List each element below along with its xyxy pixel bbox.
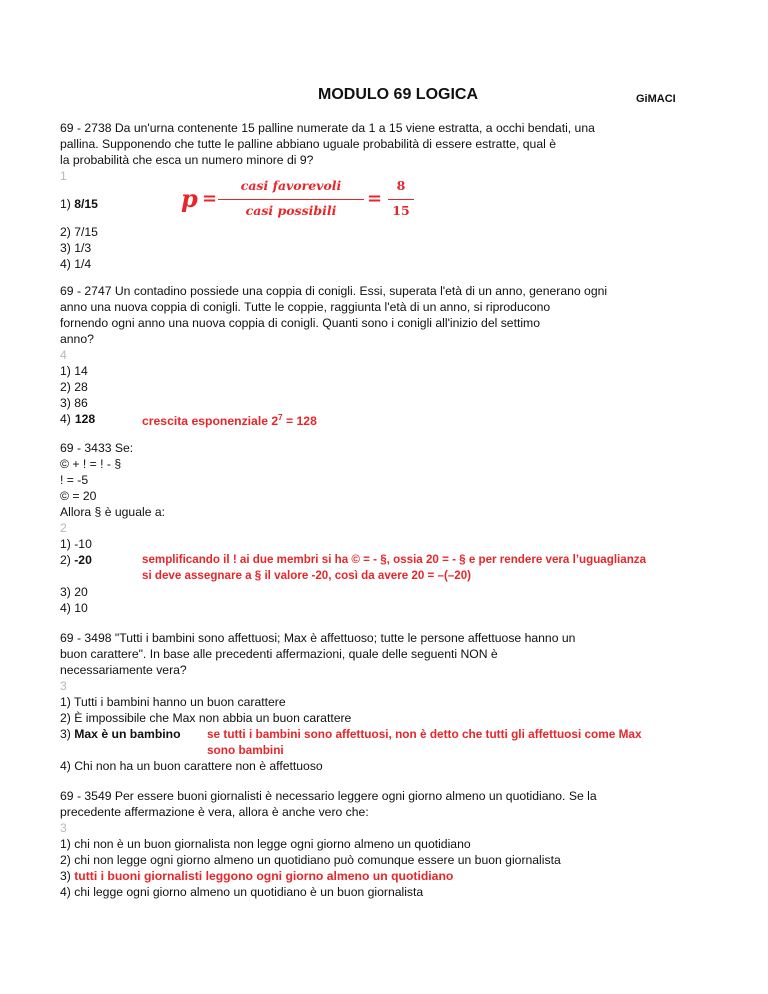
explanation-note: crescita esponenziale $2^7 = 128$ [142, 413, 317, 429]
question-text-line: precedente affermazione è vera, allora è anche vero che: [60, 805, 369, 819]
option-3: 3) tutti i buoni giornalisti leggono ogni giorno almeno un quotidiano [60, 869, 454, 883]
option-2: 2) 28 [60, 380, 88, 394]
answer-number: 3 [60, 821, 67, 835]
option-2: 2) chi non legge ogni giorno almeno un quotidiano può comunque essere un buon giornalista [60, 853, 561, 867]
question-text-line: fornendo ogni anno una nuova coppia di conigli. Quanti sono i conigli all'inizio del settimo [60, 316, 540, 330]
question-text-line: anno? [60, 332, 94, 346]
page-title: MODULO 69 LOGICA [318, 86, 479, 103]
option-3: 3) Max è un bambino [60, 727, 181, 741]
explanation-note-line: sono bambini [207, 743, 284, 757]
option-2: 2) È impossibile che Max non abbia un buon carattere [60, 711, 352, 725]
formula-equals: = [367, 188, 383, 209]
option-3: 3) 86 [60, 396, 88, 410]
question-text-line: 69 - 3498 "Tutti i bambini sono affettuosi; Max è affettuoso; tutte le persone affettuose hanno un [60, 631, 576, 645]
question-text-line: Allora § è uguale a: [60, 505, 166, 519]
option-2: 2) -20 [60, 553, 92, 567]
question-text-line: necessariamente vera? [60, 663, 187, 677]
question-text-line: 69 - 2738 Da un'urna contenente 15 palline numerate da 1 a 15 viene estratta, a occhi bendati, una [60, 121, 595, 135]
author-label: GiMACI [636, 93, 676, 105]
answer-number: 2 [60, 521, 67, 535]
question-text-line: © + ! = ! - § [60, 457, 122, 471]
formula-fraction-bar [218, 199, 364, 200]
formula-equals: = [202, 188, 218, 209]
option-1: 1) chi non è un buon giornalista non legge ogni giorno almeno un quotidiano [60, 837, 471, 851]
option-2: 2) 7/15 [60, 225, 98, 239]
question-text-line: 69 - 3549 Per essere buoni giornalisti è necessario leggere ogni giorno almeno un quotidiano. Se la [60, 789, 597, 803]
option-1: 1) Tutti i bambini hanno un buon carattere [60, 695, 286, 709]
question-text-line: 69 - 3433 Se: [60, 441, 134, 455]
formula-denominator: casi possibili [245, 203, 337, 218]
formula-p: p [181, 184, 198, 213]
option-4: 4) 128 [60, 412, 96, 426]
option-3: 3) 20 [60, 585, 88, 599]
formula-result-bar [388, 199, 414, 200]
question-text-line: © = 20 [60, 489, 97, 503]
formula-result-numerator: 8 [396, 178, 406, 193]
option-1: 1) -10 [60, 537, 92, 551]
option-3: 3) 1/3 [60, 241, 92, 255]
explanation-note-line: semplificando il ! ai due membri si ha © = - §, ossia 20 = - § e per rendere vera l’uguaglianza [142, 553, 647, 566]
answer-number: 1 [60, 169, 67, 183]
option-4: 4) 1/4 [60, 257, 92, 271]
question-text-line: buon carattere". In base alle precedenti affermazioni, quale delle seguenti NON è [60, 647, 498, 661]
option-1: 1) 14 [60, 364, 88, 378]
question-text-line: la probabilità che esca un numero minore di 9? [60, 153, 314, 167]
option-4: 4) 10 [60, 601, 88, 615]
option-4: 4) Chi non ha un buon carattere non è affettuoso [60, 759, 323, 773]
question-text-line: anno una nuova coppia di conigli. Tutte le coppie, raggiunta l'età di un anno, si riproducono [60, 300, 551, 314]
formula-numerator: casi favorevoli [240, 178, 342, 193]
question-text-line: ! = -5 [60, 473, 89, 487]
question-text-line: pallina. Supponendo che tutte le palline abbiano uguale probabilità di essere estratte, qual è [60, 137, 556, 151]
answer-number: 3 [60, 679, 67, 693]
answer-number: 4 [60, 348, 67, 362]
formula-result-denominator: 15 [392, 203, 410, 218]
explanation-note-line: si deve assegnare a § il valore -20, così da avere 20 = –(–20) [142, 569, 472, 582]
question-text-line: 69 - 2747 Un contadino possiede una coppia di conigli. Essi, superata l'età di un anno, generano ogni [60, 284, 608, 298]
option-4: 4) chi legge ogni giorno almeno un quotidiano è un buon giornalista [60, 885, 424, 899]
option-1: 1) 8/15 [60, 197, 98, 211]
explanation-note-line: se tutti i bambini sono affettuosi, non è detto che tutti gli affettuosi come Max [207, 727, 642, 741]
